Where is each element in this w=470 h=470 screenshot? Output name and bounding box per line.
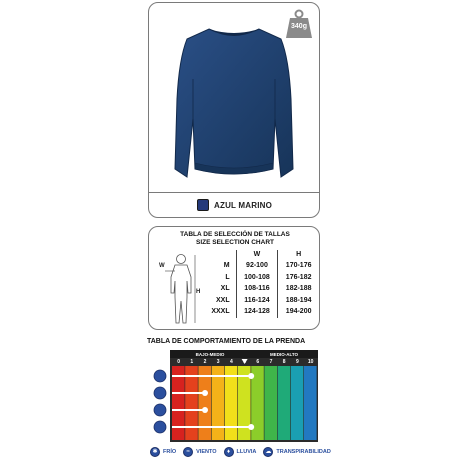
figure-h-label: H xyxy=(196,289,201,295)
rating-marker-0 xyxy=(248,373,254,379)
size-chart-title-es: TABLA DE SELECCIÓN DE TALLAS xyxy=(180,231,290,238)
body-silhouette-icon xyxy=(157,253,199,325)
table-row xyxy=(199,260,319,272)
legend-label: VIENTO xyxy=(196,449,217,455)
h-cell: 188-194 xyxy=(285,296,312,304)
scale-tick-label: 1 xyxy=(190,359,194,365)
scale-column xyxy=(198,366,211,440)
table-row xyxy=(199,272,319,284)
scale-column xyxy=(185,366,198,440)
scale-column xyxy=(172,366,185,440)
scale-tick-label: 10 xyxy=(307,359,314,365)
scale-tick-label: 9 xyxy=(296,359,299,365)
snowflake-icon: ✱ xyxy=(150,447,160,457)
scale-column xyxy=(304,366,317,440)
color-name: AZUL MARINO xyxy=(214,200,273,210)
low-range-label: BAJO-MEDIO xyxy=(195,352,225,357)
behaviour-chart xyxy=(148,350,320,449)
table-row xyxy=(199,295,319,307)
scale-column xyxy=(264,366,277,440)
table-row xyxy=(199,283,319,295)
breathable-icon: ☁ xyxy=(265,449,272,455)
size-table xyxy=(199,250,319,318)
rating-icon-0 xyxy=(154,370,166,382)
scale-tick-label: 6 xyxy=(256,359,260,365)
behaviour-chart-svg xyxy=(148,350,320,444)
wind-icon: ≈ xyxy=(183,447,193,457)
size-cell: XXL xyxy=(215,296,230,304)
size-cell: M xyxy=(223,262,230,269)
color-option xyxy=(197,199,272,211)
w-cell: 124-128 xyxy=(236,306,278,318)
h-cell: 170-176 xyxy=(285,262,312,269)
behaviour-title: TABLA DE COMPORTAMIENTO DE LA PRENDA xyxy=(147,338,306,345)
rain-drop-icon: ♦ xyxy=(224,447,234,457)
rating-icon-3 xyxy=(154,421,166,433)
w-cell: 108-116 xyxy=(236,283,278,295)
legend-label: LLUVIA xyxy=(236,449,257,455)
weight-label: 340g xyxy=(291,23,307,30)
card-divider xyxy=(149,192,319,193)
scale-tick-label: 4 xyxy=(230,359,233,365)
size-chart-card xyxy=(148,226,320,330)
rating-marker-2 xyxy=(202,407,208,413)
header-h: H xyxy=(296,251,302,258)
figure-w-label: W xyxy=(159,263,165,269)
table-row xyxy=(199,306,319,318)
h-cell: 176-182 xyxy=(285,273,312,281)
rating-marker-3 xyxy=(248,424,254,430)
rating-icon-2 xyxy=(154,404,166,416)
rating-marker-1 xyxy=(202,390,208,396)
scale-tick-label: 7 xyxy=(269,359,273,365)
w-cell: 116-124 xyxy=(236,295,278,307)
scale-tick-label: 2 xyxy=(203,359,207,365)
product-card xyxy=(148,2,320,218)
scale-column xyxy=(291,366,304,440)
size-chart-title-en: SIZE SELECTION CHART xyxy=(195,239,274,246)
sweatshirt-image xyxy=(169,19,299,189)
header-size xyxy=(199,250,236,260)
rating-icon-1 xyxy=(154,387,166,399)
h-cell: 194-200 xyxy=(285,308,312,315)
color-swatch xyxy=(197,199,209,211)
size-table-header xyxy=(199,250,319,260)
scale-column xyxy=(225,366,238,440)
size-cell: XXXL xyxy=(211,308,230,315)
w-cell: 100-108 xyxy=(236,272,278,284)
behaviour-legend xyxy=(150,447,335,457)
size-cell: L xyxy=(225,273,230,281)
scale-column xyxy=(212,366,225,440)
scale-tick-label: 8 xyxy=(282,359,286,365)
h-cell: 182-188 xyxy=(285,285,312,292)
scale-tick-label: 0 xyxy=(177,359,180,365)
scale-column xyxy=(278,366,291,440)
scale-tick-label: 3 xyxy=(216,359,220,365)
legend-label: FRÍO xyxy=(163,449,177,455)
high-range-label: MEDIO-ALTO xyxy=(269,352,299,357)
legend-label: TRANSPIRABILIDAD xyxy=(276,449,331,455)
size-cell: XL xyxy=(220,285,230,292)
header-w: W xyxy=(236,250,278,260)
w-cell: 92-100 xyxy=(236,260,278,272)
